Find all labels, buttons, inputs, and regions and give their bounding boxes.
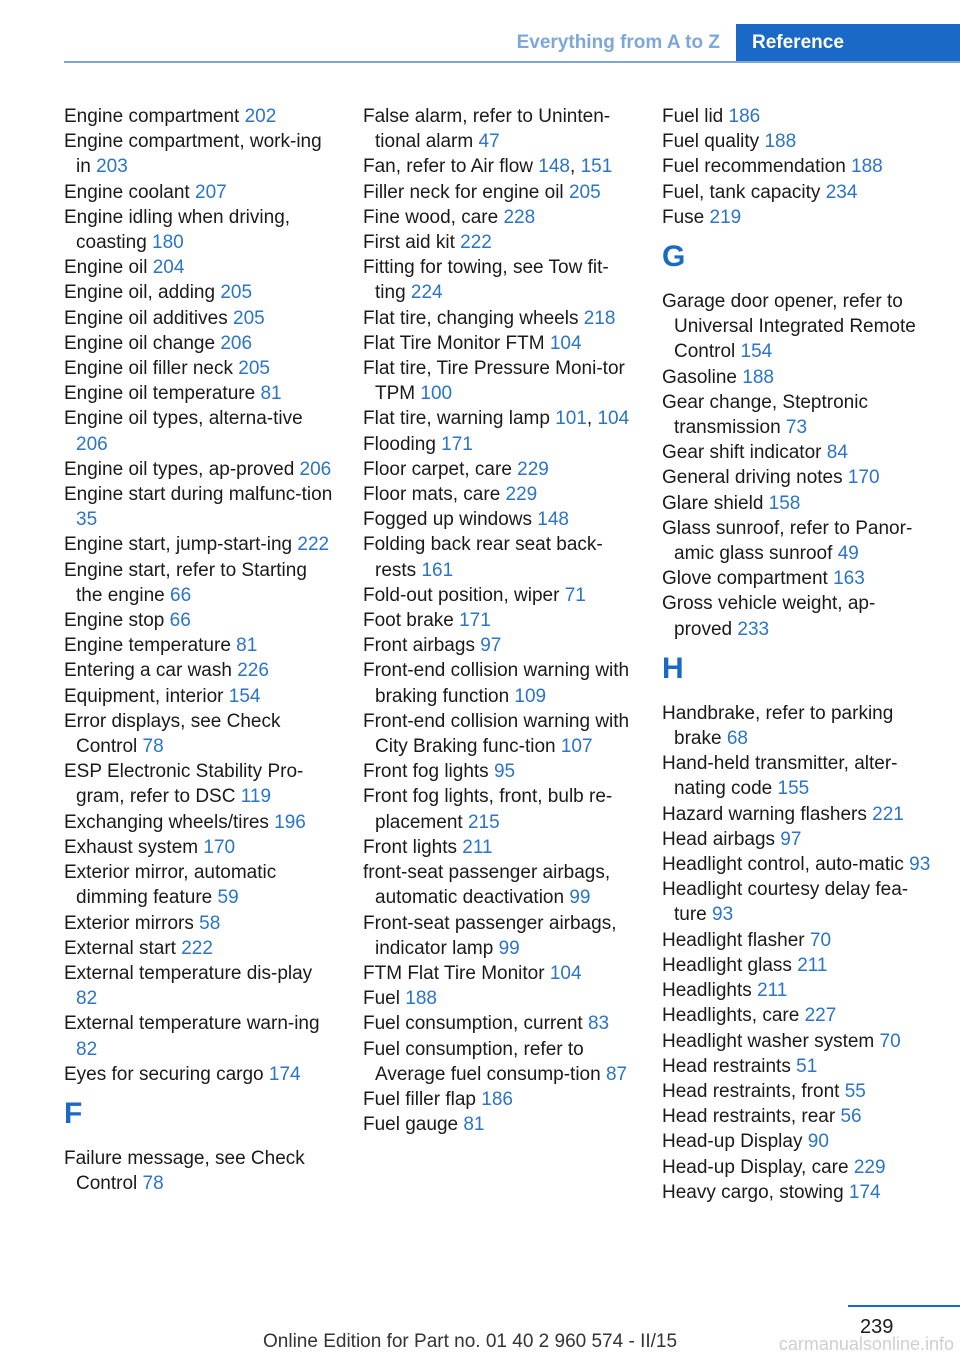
index-entry	[363, 331, 635, 356]
index-letter-heading: F	[64, 1096, 83, 1130]
index-entry	[64, 709, 336, 759]
index-entry	[662, 491, 932, 516]
index-entry	[64, 129, 336, 179]
index-entry-text: Front-end collision warning with City Braking func-tion	[363, 710, 630, 758]
page-link[interactable]: 221	[872, 803, 904, 825]
index-entry-text: External temperature warn-ing	[64, 1013, 320, 1035]
index-entry	[662, 104, 932, 129]
index-entry	[662, 1054, 932, 1079]
index-entry-text: Floor mats, care	[363, 484, 506, 506]
index-entry	[662, 516, 932, 566]
page-link[interactable]: 211	[462, 836, 493, 858]
index-entry	[64, 532, 336, 557]
index-entry	[662, 978, 932, 1003]
page-separator: ,	[586, 408, 598, 430]
page-link[interactable]: 218	[583, 307, 616, 329]
index-entry	[363, 154, 635, 179]
index-entry-text: Gross vehicle weight, ap-proved	[662, 593, 876, 640]
page-link[interactable]: 109	[514, 685, 547, 707]
index-entry	[64, 255, 336, 280]
index-entry	[64, 1146, 336, 1196]
index-entry-text: Engine idling when driving, coasting	[64, 206, 291, 254]
page-link[interactable]: 87	[605, 1063, 628, 1085]
index-entry-text: Engine oil additives	[64, 307, 233, 329]
page-link[interactable]: 99	[498, 937, 520, 959]
index-entry-text: Fold-out position, wiper	[363, 584, 565, 606]
index-entry	[64, 835, 336, 860]
index-entry	[662, 129, 932, 154]
index-entry	[363, 709, 635, 759]
index-entry-text: False alarm, refer to Uninten-tional alarm	[363, 106, 611, 153]
footer-divider	[848, 1305, 960, 1307]
index-entry	[662, 751, 932, 801]
page-link[interactable]: 49	[837, 543, 859, 565]
page-link[interactable]: 222	[460, 232, 492, 254]
index-entry-text: Engine stop	[64, 610, 170, 632]
index-entry	[363, 230, 635, 255]
page-link[interactable]: 158	[768, 492, 801, 514]
page-link[interactable]: 93	[909, 854, 931, 876]
index-entry	[64, 104, 336, 129]
index-entry	[662, 877, 932, 927]
index-entry-text: Folding back rear seat back-rests	[363, 534, 603, 581]
page-link[interactable]: 59	[217, 887, 239, 909]
page-link[interactable]: 70	[809, 929, 832, 951]
index-entry	[662, 365, 932, 390]
page-link[interactable]: 202	[244, 106, 277, 127]
page-link[interactable]: 219	[709, 206, 742, 228]
index-entry-text: Engine oil	[64, 257, 153, 279]
index-entry-text: Fan, refer to Air flow	[363, 156, 539, 178]
index-entry-text: Flat tire, changing wheels	[363, 307, 584, 329]
index-entry	[363, 583, 635, 608]
index-column-2	[363, 104, 635, 1137]
index-entry	[64, 356, 336, 381]
index-entry	[64, 1011, 336, 1061]
index-entry	[64, 608, 336, 633]
index-entry-text: Engine oil filler neck	[64, 358, 239, 380]
page-link[interactable]: 51	[796, 1055, 818, 1077]
index-entry-text: Headlight courtesy delay fea-ture	[662, 879, 909, 926]
page-link[interactable]: 186	[481, 1088, 513, 1110]
index-entry-text: Floor carpet, care	[363, 458, 518, 480]
index-entry-text: Gasoline	[662, 366, 743, 388]
page-link[interactable]: 234	[825, 181, 858, 203]
index-entry	[64, 406, 336, 456]
index-entry	[363, 507, 635, 532]
index-entry	[363, 255, 635, 305]
page-link[interactable]: 82	[76, 988, 98, 1010]
index-entry	[662, 289, 932, 365]
index-entry-text: Engine start during malfunc-tion	[64, 484, 333, 506]
index-entry	[363, 457, 635, 482]
page-link[interactable]: 107	[560, 736, 593, 758]
index-entry	[363, 961, 635, 986]
index-entry-text: Fuel gauge	[363, 1114, 464, 1136]
page-link[interactable]: 73	[785, 417, 808, 439]
index-entry	[363, 1112, 635, 1137]
index-entry-text: Engine oil, adding	[64, 282, 221, 304]
page-link[interactable]: 93	[712, 904, 734, 926]
index-entry	[64, 860, 336, 910]
index-entry-text: Fuse	[662, 206, 710, 228]
page-link[interactable]: 78	[142, 1173, 164, 1195]
index-entry	[64, 633, 336, 658]
page-link[interactable]: 224	[410, 282, 443, 304]
index-entry-text: Flat Tire Monitor FTM	[363, 332, 550, 354]
index-entry	[363, 1087, 635, 1112]
index-letter-heading: H	[662, 651, 684, 685]
index-entry-text: Fuel consumption, refer to Average fuel consump-tion	[363, 1038, 606, 1085]
index-entry-text: Headlights, care	[662, 1005, 805, 1027]
index-entry	[662, 180, 932, 205]
index-entry	[363, 1037, 635, 1087]
index-entry-text: First aid kit	[363, 232, 461, 254]
index-entry-text: Head restraints	[662, 1055, 797, 1077]
index-entry	[662, 852, 932, 877]
index-entry	[662, 205, 932, 230]
page-link[interactable]: 84	[826, 442, 848, 464]
index-entry	[662, 1029, 932, 1054]
index-entry-text: Heavy cargo, stowing	[662, 1181, 849, 1203]
page-link[interactable]: 205	[568, 181, 601, 203]
section-title: Everything from A to Z	[516, 32, 720, 53]
index-entry-text: Handbrake, refer to parking brake	[662, 702, 894, 750]
index-entry	[363, 633, 635, 658]
index-entry-text: Eyes for securing cargo	[64, 1063, 269, 1085]
index-entry-text: Fitting for towing, see Tow fit-ting	[363, 257, 609, 304]
page-link[interactable]: 170	[203, 836, 236, 858]
index-entry	[363, 860, 635, 910]
page-link[interactable]: 95	[493, 761, 516, 783]
page-link[interactable]: 81	[236, 635, 258, 657]
page-link[interactable]: 151	[580, 156, 613, 178]
edition-note: Online Edition for Part no. 01 40 2 960 574 - II/15	[263, 1331, 678, 1352]
page-link[interactable]: 206	[299, 458, 332, 480]
header-divider	[64, 61, 960, 63]
index-entry	[64, 306, 336, 331]
index-entry-text: Engine oil types, ap-proved	[64, 458, 300, 480]
index-entry-text: Engine oil types, alterna-tive	[64, 408, 303, 430]
page-link[interactable]: 206	[220, 332, 253, 354]
index-entry	[662, 154, 932, 179]
page-link[interactable]: 58	[199, 912, 221, 934]
page-link[interactable]: 104	[549, 962, 582, 984]
page-link[interactable]: 97	[480, 635, 502, 657]
index-entry-text: Hand-held transmitter, alter-nating code	[662, 753, 898, 800]
index-entry-text: Fuel consumption, current	[363, 1013, 588, 1035]
index-entry	[662, 591, 932, 641]
index-entry-text: Glare shield	[662, 492, 769, 514]
index-entry	[662, 1180, 932, 1205]
page-separator: ,	[570, 156, 581, 178]
index-entry-text: Head restraints, front	[662, 1080, 845, 1102]
index-entry-text: Fuel lid	[662, 106, 729, 127]
index-entry	[363, 759, 635, 784]
page-link[interactable]: 196	[274, 811, 306, 833]
page-link[interactable]: 82	[76, 1038, 98, 1060]
page-link[interactable]: 83	[587, 1013, 610, 1035]
index-entry-text: Fuel filler flap	[363, 1088, 482, 1110]
index-entry-text: Glass sunroof, refer to Panor-amic glass sunroof	[662, 517, 913, 565]
index-entry-text: Failure message, see Check Control	[64, 1147, 305, 1195]
page-link[interactable]: 206	[76, 433, 108, 455]
page-link[interactable]: 66	[170, 584, 192, 606]
page-link[interactable]: 68	[726, 728, 748, 750]
page-link[interactable]: 148	[538, 156, 570, 178]
index-entry	[363, 406, 635, 431]
index-entry-text: General driving notes	[662, 467, 848, 489]
page-link[interactable]: 155	[777, 778, 810, 800]
page-link[interactable]: 171	[441, 433, 473, 455]
watermark: carmanualsonline.info	[778, 1334, 954, 1354]
page-link[interactable]: 204	[152, 257, 185, 279]
index-entry	[64, 180, 336, 205]
index-entry-text: Fuel recommendation	[662, 156, 852, 178]
index-entry-text: Head restraints, rear	[662, 1106, 841, 1128]
index-entry	[64, 658, 336, 683]
index-entry-text: Front airbags	[363, 635, 481, 657]
page-link[interactable]: 104	[549, 332, 582, 354]
index-entry	[662, 440, 932, 465]
index-entry	[662, 1003, 932, 1028]
page-link[interactable]: 229	[517, 458, 549, 480]
index-entry-text: Engine coolant	[64, 181, 195, 203]
page-link[interactable]: 81	[260, 383, 282, 405]
index-entry	[662, 1155, 932, 1180]
page-link[interactable]: 119	[240, 786, 272, 808]
page-link[interactable]: 66	[169, 610, 191, 632]
page-link[interactable]: 47	[478, 131, 500, 153]
index-entry-text: Flat tire, Tire Pressure Moni-tor TPM	[363, 358, 625, 405]
index-letter-heading: G	[662, 240, 686, 274]
index-entry-text: Front lights	[363, 836, 463, 858]
index-entry-text: Garage door opener, refer to Universal Integrated Remote Control	[662, 291, 916, 363]
index-entry-text: Exhaust system	[64, 836, 204, 858]
page-link[interactable]: 104	[597, 408, 630, 430]
page-link[interactable]: 227	[804, 1005, 837, 1027]
index-entry-text: Exchanging wheels/tires	[64, 811, 275, 833]
page-link[interactable]: 100	[420, 383, 453, 405]
page-link[interactable]: 90	[807, 1131, 829, 1153]
page-link[interactable]: 233	[737, 618, 770, 640]
index-entry	[662, 390, 932, 440]
index-entry	[662, 802, 932, 827]
index-entry	[662, 1104, 932, 1129]
index-entry-text: External start	[64, 937, 182, 959]
page-link[interactable]: 170	[847, 467, 880, 489]
index-entry	[64, 280, 336, 305]
index-entry-text: Head airbags	[662, 828, 781, 850]
page-link[interactable]: 174	[848, 1181, 881, 1203]
index-entry	[662, 953, 932, 978]
index-entry-text: Head-up Display	[662, 1131, 808, 1153]
index-entry-text: External temperature dis-play	[64, 962, 313, 984]
page-link[interactable]: 229	[853, 1156, 886, 1178]
index-entry	[363, 482, 635, 507]
index-entry-text: Error displays, see Check Control	[64, 710, 281, 758]
index-entry	[64, 558, 336, 608]
page-link[interactable]: 188	[764, 131, 797, 153]
page-link[interactable]: 222	[181, 937, 213, 959]
index-entry-text: Engine oil temperature	[64, 383, 261, 405]
index-entry-text: Engine compartment	[64, 106, 245, 127]
index-entry-text: Front-end collision warning with braking function	[363, 660, 630, 707]
index-entry	[363, 205, 635, 230]
index-entry	[662, 928, 932, 953]
page-link[interactable]: 226	[237, 660, 269, 682]
index-entry-text: Exterior mirror, automatic dimming feature	[64, 862, 277, 909]
page-link[interactable]: 229	[505, 484, 538, 506]
index-entry	[363, 180, 635, 205]
page-link[interactable]: 56	[840, 1106, 862, 1128]
page-link[interactable]: 188	[742, 366, 774, 388]
page-link[interactable]: 171	[459, 610, 491, 632]
index-entry-text: Flooding	[363, 433, 442, 455]
index-entry-text: Flat tire, warning lamp	[363, 408, 556, 430]
page-link[interactable]: 207	[195, 181, 227, 203]
index-entry-text: Exterior mirrors	[64, 912, 200, 934]
index-entry	[64, 331, 336, 356]
index-entry-text: Engine compartment, work-ing in	[64, 131, 322, 178]
index-entry	[363, 835, 635, 860]
index-entry	[363, 104, 635, 154]
index-entry	[64, 810, 336, 835]
page-link[interactable]: 78	[142, 736, 164, 758]
index-entry	[64, 205, 336, 255]
index-entry-text: Head-up Display, care	[662, 1156, 854, 1178]
index-entry	[363, 911, 635, 961]
index-entry-text: Front fog lights, front, bulb re-placement	[363, 786, 613, 833]
index-entry-text: Headlight flasher	[662, 929, 810, 951]
index-entry-text: Headlights	[662, 980, 758, 1002]
page-link[interactable]: 154	[228, 685, 261, 707]
page-link[interactable]: 55	[844, 1080, 866, 1102]
index-entry-text: Fuel quality	[662, 131, 765, 153]
index-entry	[363, 306, 635, 331]
index-entry-text: Headlight control, auto-matic	[662, 854, 910, 876]
index-entry-text: Engine start, refer to Starting the engine	[64, 559, 307, 606]
index-entry-text: Engine temperature	[64, 635, 237, 657]
index-column-1	[64, 104, 336, 1196]
index-entry	[64, 457, 336, 482]
page-link[interactable]: 188	[405, 988, 437, 1010]
index-entry-text: FTM Flat Tire Monitor	[363, 962, 550, 984]
page-header	[64, 24, 960, 62]
index-entry	[662, 566, 932, 591]
index-entry-text: Fine wood, care	[363, 206, 504, 228]
page-link[interactable]: 161	[421, 559, 454, 581]
page-link[interactable]: 211	[757, 980, 788, 1002]
page-link[interactable]: 35	[76, 509, 98, 531]
page-link[interactable]: 205	[220, 282, 253, 304]
index-entry	[363, 432, 635, 457]
page-link[interactable]: 154	[740, 341, 773, 363]
index-entry-text: Filler neck for engine oil	[363, 181, 569, 203]
chapter-tab: Reference	[736, 24, 960, 62]
page-link[interactable]: 215	[467, 811, 500, 833]
index-entry-text: Engine start, jump-start-ing	[64, 534, 298, 556]
index-entry	[64, 961, 336, 1011]
page-link[interactable]: 222	[297, 534, 330, 556]
page-link[interactable]: 205	[238, 358, 270, 380]
index-entry	[363, 532, 635, 582]
index-entry	[363, 356, 635, 406]
index-entry	[64, 911, 336, 936]
index-entry	[64, 936, 336, 961]
index-entry	[363, 608, 635, 633]
index-entry	[662, 1079, 932, 1104]
index-entry-text: Fogged up windows	[363, 509, 538, 531]
index-entry-text: Foot brake	[363, 610, 460, 632]
index-entry-text: Gear change, Steptronic transmission	[662, 391, 868, 439]
page-link[interactable]: 99	[569, 887, 591, 909]
index-entry-text: Gear shift indicator	[662, 442, 827, 464]
index-entry	[64, 1062, 336, 1087]
page-link[interactable]: 180	[152, 232, 184, 254]
index-entry	[64, 482, 336, 532]
index-entry-text: ESP Electronic Stability Pro-gram, refer to DSC	[64, 761, 304, 808]
index-entry	[363, 986, 635, 1011]
page-link[interactable]: 81	[463, 1114, 485, 1136]
index-entry-text: Equipment, interior	[64, 685, 229, 707]
index-entry-text: Headlight glass	[662, 954, 798, 976]
page-link[interactable]: 188	[851, 156, 883, 178]
page-number: 239	[860, 1316, 894, 1338]
page-link[interactable]: 211	[797, 954, 828, 976]
index-entry	[64, 381, 336, 406]
index-entry	[363, 658, 635, 708]
index-entry	[662, 465, 932, 490]
page-link[interactable]: 203	[96, 156, 128, 178]
index-entry	[64, 759, 336, 809]
index-entry-text: Front-seat passenger airbags, indicator lamp	[363, 912, 617, 959]
index-entry-text: front-seat passenger airbags, automatic deactivation	[363, 862, 611, 909]
index-entry-text: Fuel, tank capacity	[662, 181, 826, 203]
page-link[interactable]: 186	[728, 106, 761, 127]
index-entry	[662, 827, 932, 852]
index-entry-text: Entering a car wash	[64, 660, 238, 682]
index-entry	[662, 1129, 932, 1154]
page-link[interactable]: 101	[555, 408, 587, 430]
index-entry-text: Hazard warning flashers	[662, 803, 873, 825]
index-entry-text: Front fog lights	[363, 761, 494, 783]
index-column-3	[662, 104, 932, 1205]
page-link[interactable]: 228	[503, 206, 536, 228]
index-entry-text: Engine oil change	[64, 332, 221, 354]
page-link[interactable]: 97	[780, 828, 802, 850]
index-entry-text: Glove compartment	[662, 568, 834, 590]
index-entry-text: Headlight washer system	[662, 1030, 880, 1052]
page-link[interactable]: 70	[879, 1030, 901, 1052]
page-link[interactable]: 163	[833, 568, 865, 590]
index-entry	[64, 684, 336, 709]
page-link[interactable]: 205	[233, 307, 265, 329]
index-entry-text: Fuel	[363, 988, 406, 1010]
index-entry	[363, 784, 635, 834]
index-entry	[662, 701, 932, 751]
page-link[interactable]: 148	[537, 509, 569, 531]
page-link[interactable]: 174	[268, 1063, 301, 1085]
index-entry	[363, 1011, 635, 1036]
page-link[interactable]: 71	[564, 584, 586, 606]
